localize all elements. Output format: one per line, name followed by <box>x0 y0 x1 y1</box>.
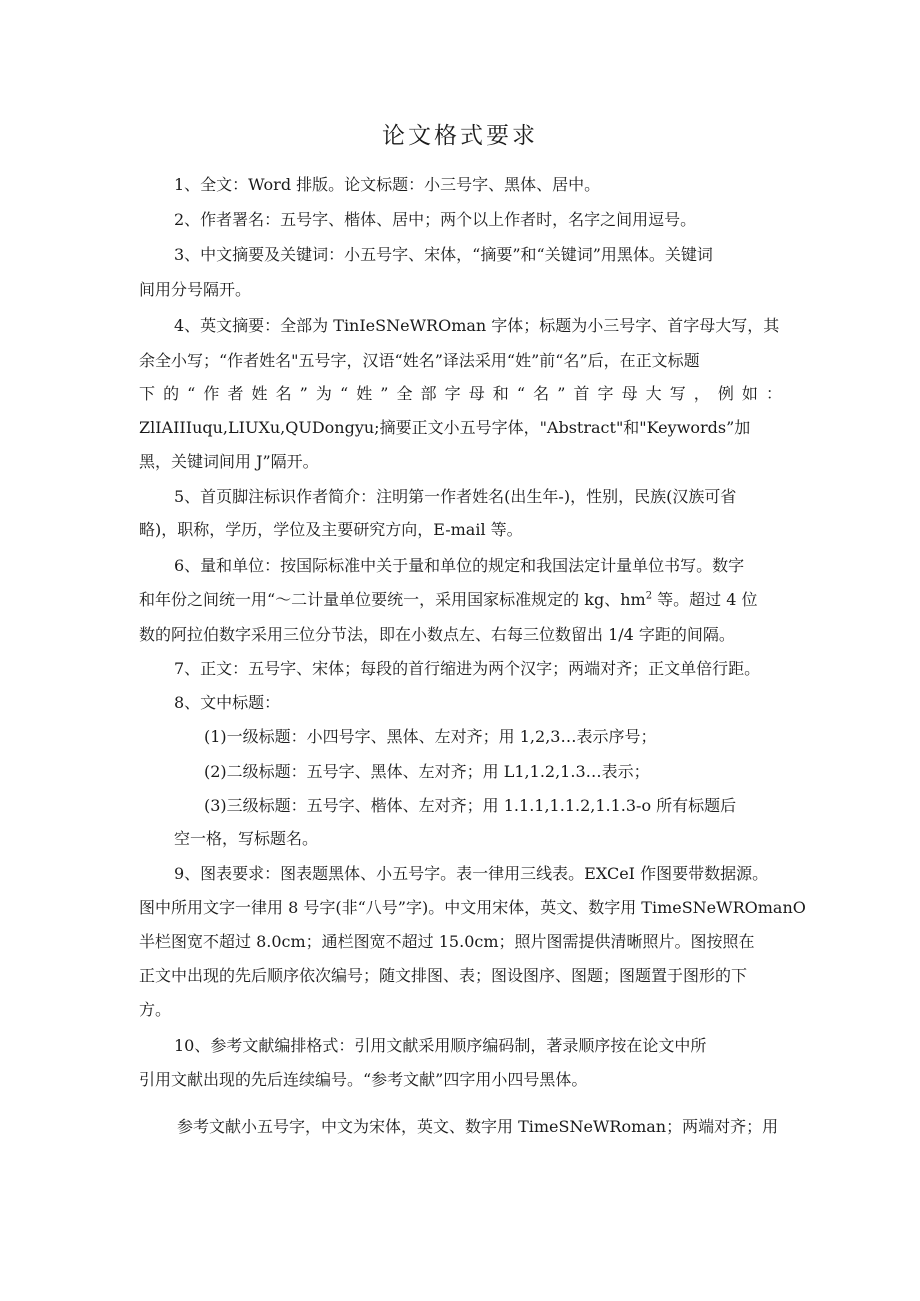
page-title: 论文格式要求 <box>382 123 538 149</box>
paragraph-line: 8、文中标题： <box>174 693 281 712</box>
paragraph-line: 9、图表要求：图表题黑体、小五号字。表一律用三线表。EXCeI 作图要带数据源。 <box>174 864 769 883</box>
paragraph-line: 间用分号隔开。 <box>139 280 252 299</box>
paragraph-line: (1)一级标题：小四号字、黑体、左对齐；用 1,2,3…表示序号； <box>204 727 657 746</box>
paragraph-line <box>139 590 758 610</box>
paragraph-line: 方。 <box>139 1000 172 1019</box>
paragraph-line: (3)三级标题：五号字、楷体、左对齐；用 1.1.1,1.1.2,1.1.3-o 所有标题后 <box>204 796 737 815</box>
paragraph-line: ZlIAIIIuqu,LIUXu,QUDongyu;摘要正文小五号字体，"Abstract"和"Keywords”加 <box>139 418 751 437</box>
paragraph-line: 空一格，写标题名。 <box>174 829 319 848</box>
paragraph-line: 7、正文：五号字、宋体；每段的首行缩进为两个汉字；两端对齐；正文单倍行距。 <box>174 659 761 678</box>
paragraph-line: 数的阿拉伯数字采用三位分节法，即在小数点左、右每三位数留出 1/4 字距的间隔。 <box>139 625 735 644</box>
paragraph-line: 图中所用文字一律用 8 号字(非“八号”字)。中文用宋体，英文、数字用 TimeSNeWROmanO <box>139 898 806 917</box>
paragraph-line: 参考文献小五号字，中文为宋体，英文、数字用 TimeSNeWRoman；两端对齐；用 <box>177 1117 779 1136</box>
paragraph-line: 略)，职称，学历，学位及主要研究方向，E-mail 等。 <box>139 520 523 539</box>
paragraph-line: 2、作者署名：五号字、楷体、居中；两个以上作者时，名字之间用逗号。 <box>174 210 697 229</box>
text-segment: 等。超过 4 位 <box>652 590 758 609</box>
paragraph-line: 引用文献出现的先后连续编号。“参考文献”四字用小四号黑体。 <box>139 1070 588 1089</box>
paragraph-line: 黑，关键词间用 J”隔开。 <box>139 452 319 471</box>
paragraph-line: 半栏图宽不超过 8.0cm；通栏图宽不超过 15.0cm；照片图需提供清晰照片。图按照在 <box>139 932 755 951</box>
text-segment: 和年份之间统一用“～二计量单位要统一，采用国家标准规定的 kg、hm <box>139 590 646 609</box>
paragraph-line: 正文中出现的先后顺序依次编号；随文排图、表；图设图序、图题；图题置于图形的下 <box>139 966 748 985</box>
paragraph-line: 1、全文：Word 排版。论文标题：小三号字、黑体、居中。 <box>174 175 601 194</box>
paragraph-line: 下的“作者姓名”为“姓”全部字母和“名”首字母大写，例如： <box>139 384 782 403</box>
paragraph-line: 4、英文摘要：全部为 TinIeSNeWROman 字体；标题为小三号字、首字母大写，其 <box>174 316 780 335</box>
paragraph-line: 6、量和单位：按国际标准中关于量和单位的规定和我国法定计量单位书写。数字 <box>174 556 745 575</box>
paragraph-line: (2)二级标题：五号字、黑体、左对齐；用 L1,1.2,1.3…表示； <box>204 762 650 781</box>
superscript: 2 <box>645 590 653 602</box>
paragraph-line: 余全小写；“作者姓名"五号字，汉语“姓名”译法采用“姓”前“名”后，在正文标题 <box>139 351 700 370</box>
paragraph-line: 10、参考文献编排格式：引用文献采用顺序编码制，著录顺序按在论文中所 <box>174 1036 707 1055</box>
paragraph-line: 3、中文摘要及关键词：小五号字、宋体，“摘要”和“关键词”用黑体。关键词 <box>174 245 713 264</box>
paragraph-line: 5、首页脚注标识作者简介：注明第一作者姓名(出生年-)，性别，民族(汉族可省 <box>174 487 737 506</box>
